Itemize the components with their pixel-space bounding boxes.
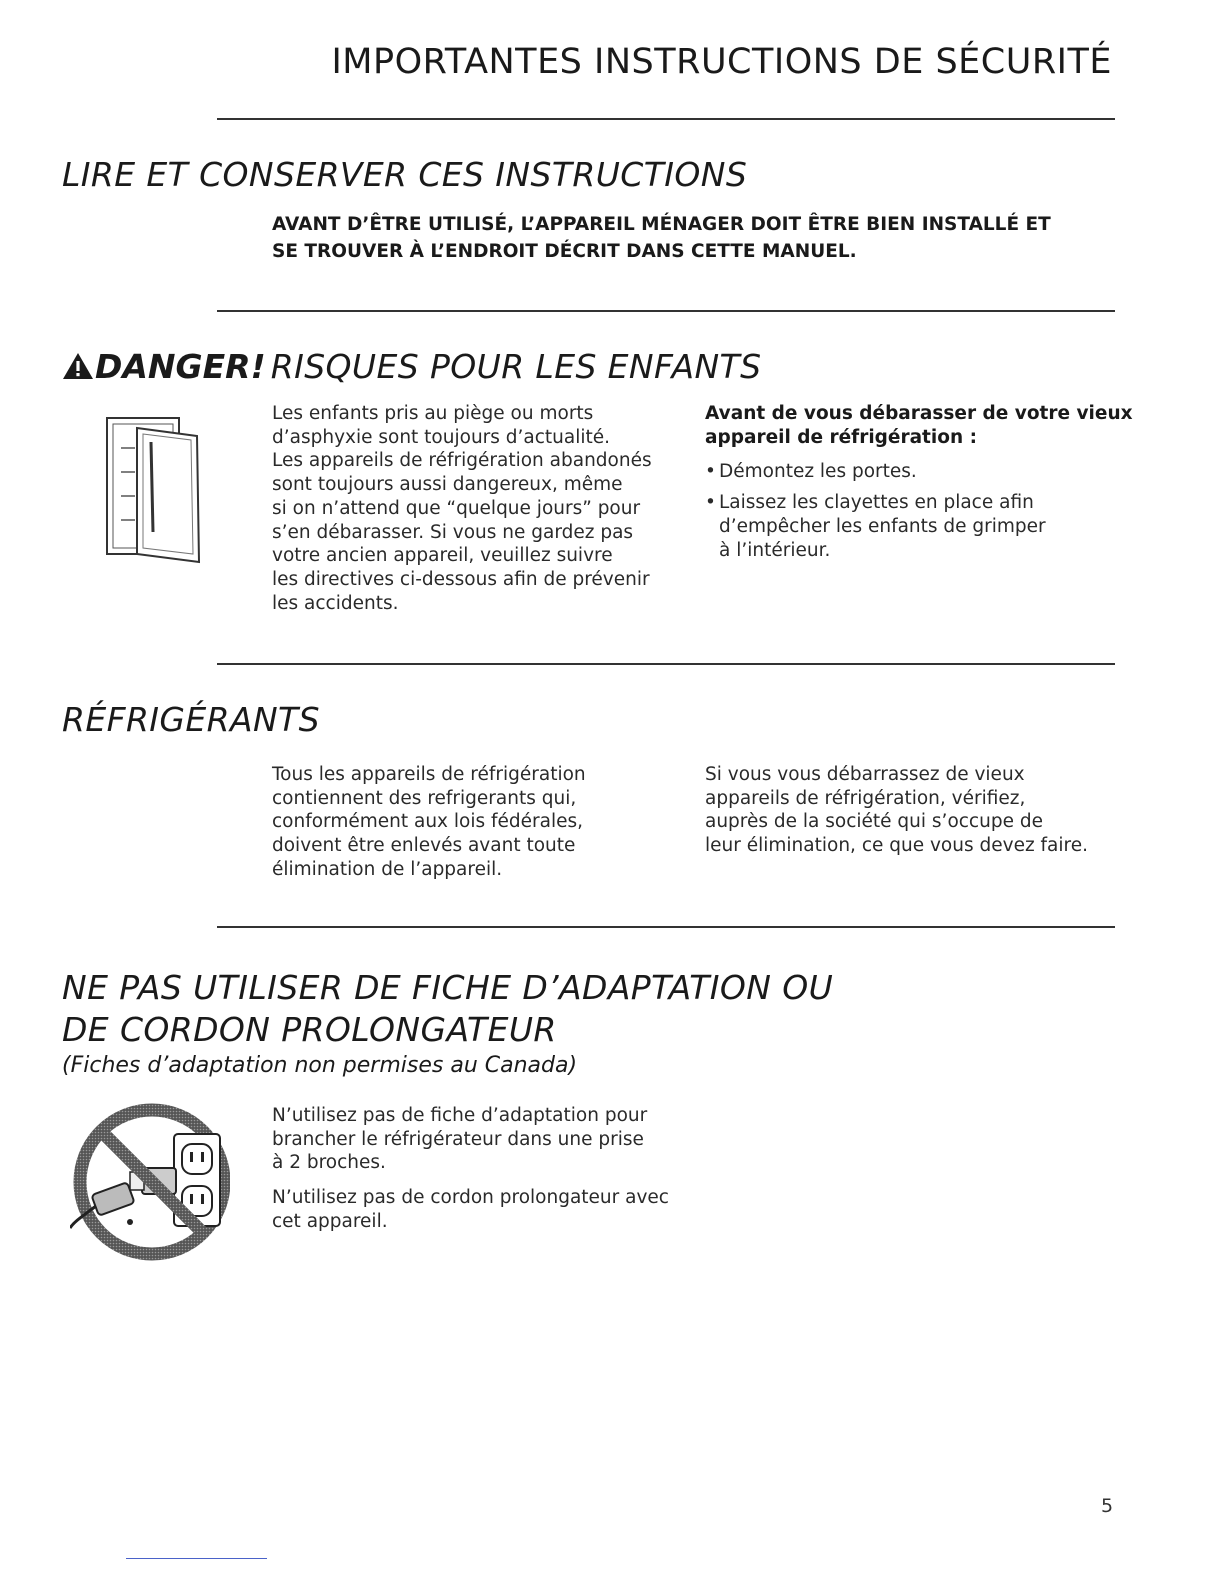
bullet-icon: • xyxy=(705,492,716,514)
adapter-para-1 xyxy=(272,1104,669,1175)
header-divider xyxy=(217,118,1115,120)
text-line: contiennent des refrigerants qui, xyxy=(272,787,577,809)
refrigerants-left-text xyxy=(272,763,586,882)
text-line: d’asphyxie sont toujours d’actualité. xyxy=(272,426,611,448)
text-line: les accidents. xyxy=(272,592,399,614)
divider xyxy=(217,926,1115,928)
disposal-heading-line: Avant de vous débarasser de votre vieux xyxy=(705,403,1133,424)
install-notice-line: AVANT D’ÊTRE UTILISÉ, L’APPAREIL MÉNAGER DOIT ÊTRE BIEN INSTALLÉ ET xyxy=(272,214,1051,235)
refrigerator-icon xyxy=(101,412,205,576)
divider xyxy=(217,310,1115,312)
text-line: s’en débarasser. Si vous ne gardez pas xyxy=(272,521,634,543)
danger-heading: RISQUES POUR LES ENFANTS xyxy=(270,347,762,386)
text-line: conformément aux lois fédérales, xyxy=(272,811,584,833)
adapter-title-line: DE CORDON PROLONGATEUR xyxy=(62,1010,557,1049)
adapter-para-2 xyxy=(272,1186,669,1233)
text-line: élimination de l’appareil. xyxy=(272,858,503,880)
divider xyxy=(217,663,1115,665)
text-line: appareils de réfrigération, vérifiez, xyxy=(705,787,1026,809)
page-header: IMPORTANTES INSTRUCTIONS DE SÉCURITÉ xyxy=(331,42,1112,82)
danger-title xyxy=(62,347,761,386)
text-line: leur élimination, ce que vous devez faire. xyxy=(705,835,1088,857)
text-line: cet appareil. xyxy=(272,1210,388,1232)
page-number: 5 xyxy=(1101,1495,1114,1517)
text-line: brancher le réfrigérateur dans une prise xyxy=(272,1128,644,1150)
danger-label: DANGER! xyxy=(95,347,266,386)
text-line: les directives ci-dessous afin de prévenir xyxy=(272,568,650,590)
warning-triangle-icon xyxy=(62,352,94,384)
bullet-line: Démontez les portes. xyxy=(719,461,917,483)
text-line: sont toujours aussi dangereux, même xyxy=(272,474,623,496)
adapter-text xyxy=(272,1104,669,1234)
text-line: N’utilisez pas de cordon prolongateur avec xyxy=(272,1187,669,1209)
disposal-heading xyxy=(705,402,1133,449)
text-line: doivent être enlevés avant toute xyxy=(272,835,576,857)
install-notice-line: SE TROUVER À L’ENDROIT DÉCRIT DANS CETTE MANUEL. xyxy=(272,241,857,262)
disposal-heading-line: appareil de réfrigération : xyxy=(705,426,977,448)
text-line: Les appareils de réfrigération abandonés xyxy=(272,450,652,472)
disposal-instructions xyxy=(705,402,1133,562)
text-line: Si vous vous débarrassez de vieux xyxy=(705,764,1025,785)
install-notice xyxy=(272,211,1051,265)
bullet-line: d’empêcher les enfants de grimper xyxy=(719,515,1046,537)
text-line: si on n’attend que “quelque jours” pour xyxy=(272,497,641,519)
bullet-item xyxy=(705,491,1133,562)
adapter-subtitle: (Fiches d’adaptation non permises au Canada) xyxy=(62,1053,578,1078)
text-line: Tous les appareils de réfrigération xyxy=(272,764,586,785)
children-danger-text xyxy=(272,402,652,615)
bullet-item xyxy=(705,460,1133,484)
text-line: auprès de la société qui s’occupe de xyxy=(705,811,1043,833)
text-line: N’utilisez pas de fiche d’adaptation pour xyxy=(272,1105,648,1126)
text-line: Les enfants pris au piège ou morts xyxy=(272,403,594,424)
adapter-title-line: NE PAS UTILISER DE FICHE D’ADAPTATION OU xyxy=(62,968,834,1007)
section-title-adapter xyxy=(62,967,833,1081)
section-title-read: LIRE ET CONSERVER CES INSTRUCTIONS xyxy=(62,155,748,194)
bullet-line: à l’intérieur. xyxy=(719,539,831,561)
bullet-line: Laissez les clayettes en place afin xyxy=(719,492,1034,514)
refrigerants-right-text xyxy=(705,763,1088,858)
no-adapter-icon xyxy=(70,1098,230,1270)
disposal-bullet-list xyxy=(705,460,1133,562)
bullet-icon: • xyxy=(705,461,716,483)
text-line: votre ancien appareil, veuillez suivre xyxy=(272,545,613,567)
text-line: à 2 broches. xyxy=(272,1152,386,1174)
section-title-refrigerants: RÉFRIGÉRANTS xyxy=(62,700,320,739)
scan-mark xyxy=(126,1558,267,1559)
